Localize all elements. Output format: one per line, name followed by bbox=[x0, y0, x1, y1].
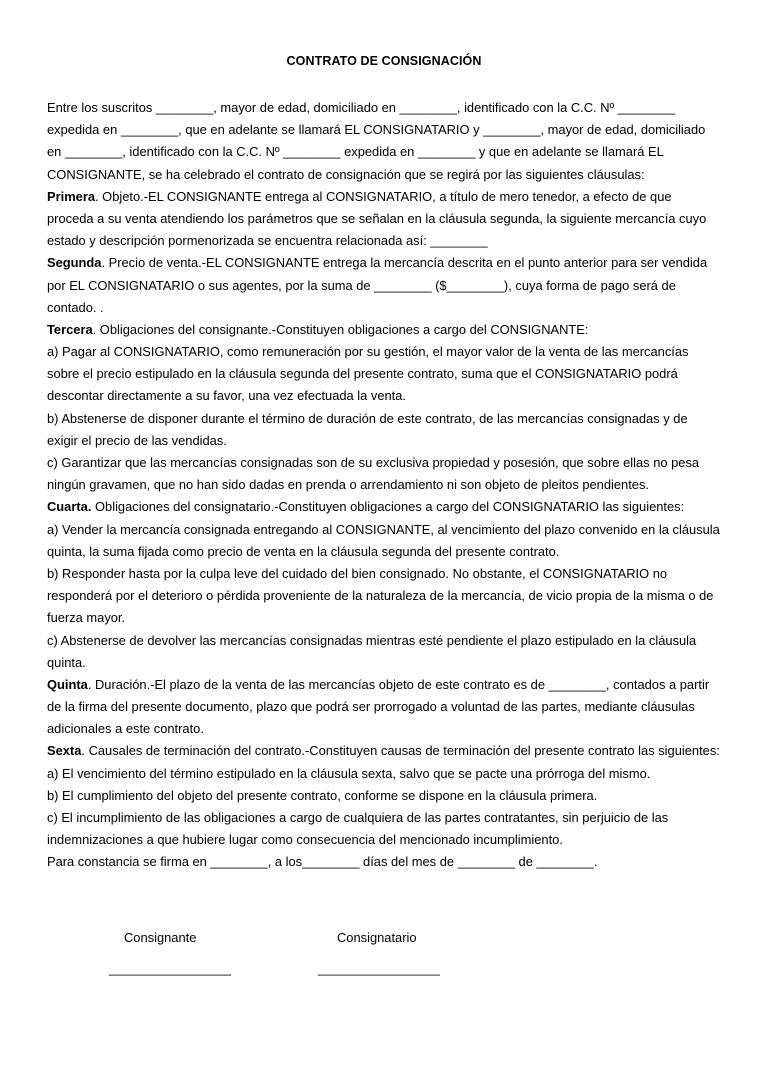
clause-heading: Primera bbox=[47, 188, 96, 204]
text-line bbox=[47, 319, 729, 341]
line-text: exigir el precio de las vendidas. bbox=[47, 432, 227, 448]
document-title: CONTRATO DE CONSIGNACIÓN bbox=[286, 54, 482, 68]
signature-line-consignatario: _________________ bbox=[318, 961, 440, 976]
line-text: quinta. bbox=[47, 654, 86, 670]
text-line bbox=[47, 763, 729, 785]
line-text: responderá por el deterioro o pérdida proveniente de la naturaleza de la mercancía, de vicio propia de la misma o de bbox=[47, 588, 714, 604]
text-line bbox=[47, 607, 729, 629]
line-text: . Causales de terminación del contrato.-Constituyen causas de terminación del presente contrato las siguientes: bbox=[81, 743, 720, 759]
line-text: . Obligaciones del consignante.-Constituyen obligaciones a cargo del CONSIGNANTE: bbox=[92, 321, 589, 337]
text-line bbox=[47, 496, 729, 518]
text-line bbox=[47, 519, 729, 541]
text-line bbox=[47, 452, 729, 474]
clause-heading: Sexta bbox=[47, 743, 82, 759]
line-text: CONSIGNANTE, se ha celebrado el contrato de consignación que se regirá por las siguientes cláusulas: bbox=[47, 166, 645, 182]
line-text: a) El vencimiento del término estipulado en la cláusula sexta, salvo que se pacte una prórroga del mismo. bbox=[47, 765, 651, 781]
text-line bbox=[47, 474, 729, 496]
text-line bbox=[47, 807, 729, 829]
line-text: adicionales a este contrato. bbox=[47, 721, 204, 737]
contract-body bbox=[47, 97, 729, 874]
text-line bbox=[47, 252, 729, 274]
text-line bbox=[47, 141, 729, 163]
text-line bbox=[47, 363, 729, 385]
text-line bbox=[47, 829, 729, 851]
text-line bbox=[47, 851, 729, 873]
line-text: de la firma del presente documento, plazo que podrá ser prorrogado a voluntad de las partes, mediante cláusulas bbox=[47, 699, 695, 715]
text-line bbox=[47, 164, 729, 186]
line-text: por EL CONSIGNATARIO o sus agentes, por la suma de ________ ($________), cuya forma de pago será de bbox=[47, 277, 676, 293]
line-text: proceda a su venta atendiendo los parámetros que se señalan en la cláusula segunda, la siguiente mercancía cuyo bbox=[47, 210, 707, 226]
line-text: sobre el precio estipulado en la cláusula segunda del presente contrato, suma que el CONSIGNATARIO podrá bbox=[47, 366, 678, 382]
signature-label-consignante: Consignante bbox=[124, 930, 197, 945]
clause-heading: Quinta bbox=[47, 676, 88, 692]
clause-heading: Tercera bbox=[47, 321, 93, 337]
text-line bbox=[47, 541, 729, 563]
text-line bbox=[47, 718, 729, 740]
line-text: contado. . bbox=[47, 299, 104, 315]
line-text: fuerza mayor. bbox=[47, 610, 126, 626]
text-line bbox=[47, 385, 729, 407]
text-line bbox=[47, 563, 729, 585]
text-line bbox=[47, 674, 729, 696]
text-line bbox=[47, 275, 729, 297]
line-text: Obligaciones del consignatario.-Constituyen obligaciones a cargo del CONSIGNATARIO las siguientes: bbox=[91, 499, 685, 515]
signature-line-consignante: _________________ bbox=[109, 961, 231, 976]
line-text: estado y descripción pormenorizada se encuentra relacionada así: ________ bbox=[47, 233, 488, 249]
text-line bbox=[47, 97, 729, 119]
line-text: c) Garantizar que las mercancías consignadas son de su exclusiva propiedad y posesión, que sobre ellas no pesa bbox=[47, 455, 700, 470]
line-text: indemnizaciones a que hubiere lugar como consecuencia del mencionado incumplimiento. bbox=[47, 832, 563, 848]
text-line bbox=[47, 297, 729, 319]
line-text: ningún gravamen, que no han sido dadas en prenda o arrendamiento ni son objeto de pleitos pendientes. bbox=[47, 477, 650, 493]
text-line bbox=[47, 740, 729, 762]
text-line bbox=[47, 341, 729, 363]
text-line bbox=[47, 785, 729, 807]
line-text: Para constancia se firma en ________, a los________ días del mes de ________ de ________. bbox=[47, 854, 598, 870]
line-text: c) Abstenerse de devolver las mercancías consignadas mientras esté pendiente el plazo estipulado en la cláusula bbox=[47, 632, 697, 648]
text-line bbox=[47, 652, 729, 674]
text-line bbox=[47, 585, 729, 607]
clause-heading: Segunda bbox=[47, 255, 102, 271]
line-text: . Objeto.-EL CONSIGNANTE entrega al CONSIGNATARIO, a título de mero tenedor, a efecto de que bbox=[95, 188, 672, 204]
line-text: b) Abstenerse de disponer durante el término de duración de este contrato, de las mercancías consignadas y de bbox=[47, 410, 688, 426]
text-line bbox=[47, 630, 729, 652]
line-text: expedida en ________, que en adelante se llamará EL CONSIGNATARIO y ________, mayor de edad, domiciliado bbox=[47, 122, 706, 138]
line-text: descontar directamente a su favor, una vez efectuada la venta. bbox=[47, 388, 407, 404]
line-text: a) Vender la mercancía consignada entregando al CONSIGNANTE, al vencimiento del plazo convenido en la cláusula bbox=[47, 521, 720, 537]
text-line bbox=[47, 186, 729, 208]
line-text: a) Pagar al CONSIGNATARIO, como remuneración por su gestión, el mayor valor de la venta de las mercancías bbox=[47, 344, 689, 360]
line-text: Entre los suscritos ________, mayor de edad, domiciliado en ________, identificado con la C.C. Nº ________ bbox=[47, 100, 676, 115]
text-line bbox=[47, 430, 729, 452]
clause-heading: Cuarta. bbox=[47, 499, 92, 515]
text-line bbox=[47, 408, 729, 430]
line-text: b) El cumplimiento del objeto del presente contrato, conforme se dispone en la cláusula primera. bbox=[47, 787, 598, 803]
line-text: quinta, la suma fijada como precio de venta en la cláusula segunda del presente contrato. bbox=[47, 543, 560, 559]
line-text: . Precio de venta.-EL CONSIGNANTE entrega la mercancía descrita en el punto anterior para ser vendida bbox=[101, 255, 708, 271]
line-text: en ________, identificado con la C.C. Nº ________ expedida en ________ y que en adelante se llamará EL bbox=[47, 144, 664, 160]
line-text: . Duración.-El plazo de la venta de las mercancías objeto de este contrato es de ________, contados a partir bbox=[87, 676, 710, 692]
line-text: c) El incumplimiento de las obligaciones a cargo de cualquiera de las partes contratantes, sin perjuicio de las bbox=[47, 810, 669, 825]
signature-label-consignatario: Consignatario bbox=[337, 930, 417, 945]
text-line bbox=[47, 208, 729, 230]
text-line bbox=[47, 696, 729, 718]
line-text: b) Responder hasta por la culpa leve del cuidado del bien consignado. No obstante, el CONSIGNATARIO no bbox=[47, 565, 668, 581]
text-line bbox=[47, 230, 729, 252]
text-line bbox=[47, 119, 729, 141]
